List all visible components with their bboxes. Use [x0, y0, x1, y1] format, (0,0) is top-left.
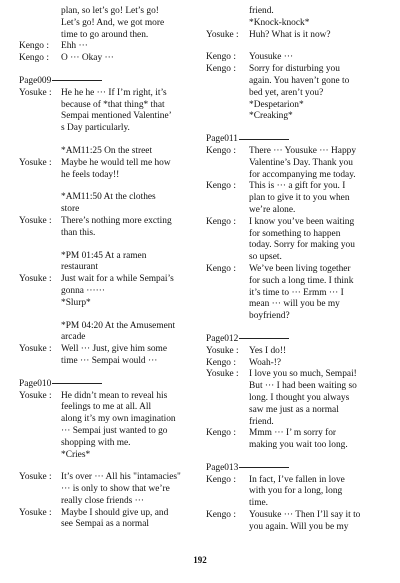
dialogue-line: [206, 181, 386, 193]
dialogue-line: [19, 41, 195, 53]
speaker-label: Yosuke :: [206, 345, 239, 356]
dialogue-line: [19, 344, 195, 356]
dialogue-line: [19, 170, 195, 182]
dialogue-text: shopping with me.: [61, 437, 131, 448]
left-column: [19, 6, 195, 531]
speaker-label: Kengo :: [206, 263, 236, 274]
section-rule: [52, 383, 102, 384]
dialogue-line: [19, 274, 195, 286]
dialogue-line: [206, 193, 386, 205]
dialogue-line: [206, 217, 386, 229]
dialogue-line: [206, 346, 386, 358]
section-rule: [239, 338, 289, 339]
dialogue-text: *Despetarion*: [249, 99, 304, 110]
dialogue-line: [206, 276, 386, 288]
dialogue-line: [19, 402, 195, 414]
dialogue-text: gonna ······: [61, 285, 105, 296]
dialogue-line: [206, 311, 386, 323]
dialogue-line: [206, 440, 386, 452]
dialogue-text: Huh? What is it now?: [249, 29, 331, 40]
dialogue-text: *Knock-knock*: [249, 17, 310, 28]
dialogue-line: [206, 381, 386, 393]
dialogue-text: saw me just as a normal: [249, 404, 339, 415]
dialogue-text: mean ··· will you be my: [249, 299, 340, 310]
dialogue-text: *Cries*: [61, 449, 91, 460]
dialogue-line: [206, 288, 386, 300]
dialogue-line: [206, 486, 386, 498]
dialogue-text: friend.: [249, 416, 274, 427]
dialogue-text: There’s nothing more excting: [61, 215, 172, 226]
dialogue-text: time ··· Sempai would ···: [61, 355, 158, 366]
dialogue-line: [206, 358, 386, 370]
dialogue-line: [19, 228, 195, 240]
section-label: Page010: [19, 378, 52, 389]
dialogue-text: But ··· I had been waiting so: [249, 381, 357, 392]
dialogue-text: it’s time to ··· Ermm ··· I: [249, 287, 344, 298]
section-rule: [239, 467, 289, 468]
dialogue-line: [206, 146, 386, 158]
dialogue-text: There ··· Yousuke ··· Happy: [249, 145, 357, 156]
dialogue-line: [206, 299, 386, 311]
dialogue-line: [206, 229, 386, 241]
dialogue-text: Just wait for a while Sempai’s: [61, 274, 174, 285]
dialogue-text: see Sempai as a normal: [61, 519, 149, 530]
dialogue-text: He he he ··· If I’m right, it’s: [61, 87, 167, 98]
dialogue-line: [19, 262, 195, 274]
dialogue-text: Maybe he would tell me how: [61, 157, 171, 168]
dialogue-text: In fact, I’ve fallen in love: [249, 474, 345, 485]
dialogue-text: again. You haven’t gone to: [249, 75, 350, 86]
section-label: Page011: [206, 134, 238, 145]
page-section-heading: [206, 463, 386, 475]
dialogue-line: [206, 264, 386, 276]
dialogue-line: [19, 484, 195, 496]
dialogue-text: restaurant: [61, 262, 98, 273]
speaker-label: Yosuke :: [206, 29, 239, 40]
dialogue-text: bed yet, aren’t you?: [249, 87, 324, 98]
dialogue-line: [19, 438, 195, 450]
dialogue-line: [206, 522, 386, 534]
dialogue-text: O ··· Okay ···: [61, 53, 114, 64]
dialogue-line: [19, 286, 195, 298]
speaker-label: Yosuke :: [19, 507, 52, 518]
dialogue-text: Mmm ··· I’ m sorry for: [249, 428, 337, 439]
dialogue-text: Sempai mentioned Valentine’: [61, 111, 172, 122]
dialogue-line: [19, 192, 195, 204]
speaker-label: Kengo :: [206, 216, 236, 227]
dialogue-text: I love you so much, Sempai!: [249, 369, 357, 380]
dialogue-line: [19, 508, 195, 520]
dialogue-line: [19, 123, 195, 135]
dialogue-line: [19, 356, 195, 368]
dialogue-line: [206, 88, 386, 100]
dialogue-line: [206, 240, 386, 252]
dialogue-text: Yousuke ···: [249, 52, 294, 63]
speaker-label: Yosuke :: [19, 344, 52, 355]
dialogue-line: [19, 18, 195, 30]
page-section-heading: [19, 379, 195, 391]
dialogue-text: I know you’ve been waiting: [249, 216, 355, 227]
dialogue-line: [206, 111, 386, 123]
dialogue-text: feelings to me at all. All: [61, 402, 152, 413]
dialogue-line: [206, 428, 386, 440]
dialogue-text: *PM 01:45 At a ramen: [61, 250, 147, 261]
dialogue-text: because of *that thing* that: [61, 99, 165, 110]
dialogue-text: *Creaking*: [249, 111, 293, 122]
paragraph-gap: [206, 123, 386, 134]
dialogue-text: for something to happen: [249, 228, 341, 239]
dialogue-line: [19, 414, 195, 426]
dialogue-line: [19, 450, 195, 462]
dialogue-line: [19, 519, 195, 531]
section-label: Page009: [19, 75, 52, 86]
right-column: [206, 6, 386, 534]
dialogue-line: [206, 100, 386, 112]
dialogue-line: [19, 158, 195, 170]
dialogue-text: time.: [249, 498, 269, 509]
dialogue-text: he feels today!!: [61, 169, 120, 180]
dialogue-line: [19, 332, 195, 344]
section-label: Page012: [206, 333, 239, 344]
speaker-label: Yosuke :: [206, 369, 239, 380]
dialogue-line: [206, 30, 386, 42]
dialogue-text: with you for a long, long: [249, 486, 343, 497]
dialogue-line: [19, 111, 195, 123]
paragraph-gap: [19, 461, 195, 472]
dialogue-text: ··· is only to show that we’re: [61, 484, 170, 495]
page-number: 192: [193, 555, 207, 565]
dialogue-text: Sorry for disturbing you: [249, 64, 340, 75]
speaker-label: Kengo :: [206, 52, 236, 63]
dialogue-line: [19, 391, 195, 403]
dialogue-line: [206, 170, 386, 182]
page-section-heading: [19, 76, 195, 88]
dialogue-text: He didn’t mean to reveal his: [61, 390, 168, 401]
dialogue-line: [206, 18, 386, 30]
dialogue-text: Well ··· Just, give him some: [61, 344, 167, 355]
dialogue-line: [19, 100, 195, 112]
dialogue-line: [206, 252, 386, 264]
dialogue-line: [19, 298, 195, 310]
paragraph-gap: [19, 181, 195, 192]
dialogue-text: It’s over ··· All his "intamacies": [61, 472, 181, 483]
speaker-label: Yosuke :: [19, 274, 52, 285]
dialogue-text: This is ··· a gift for you. I: [249, 181, 346, 192]
dialogue-line: [206, 6, 386, 18]
dialogue-text: Valentine’s Day. Thank you: [249, 157, 353, 168]
dialogue-text: *Slurp*: [61, 297, 91, 308]
dialogue-text: Woah-!?: [249, 357, 282, 368]
dialogue-text: plan to give it to you when: [249, 193, 350, 204]
dialogue-text: long. I thought you always: [249, 392, 350, 403]
dialogue-line: [206, 205, 386, 217]
speaker-label: Kengo :: [206, 145, 236, 156]
dialogue-text: Maybe I should give up, and: [61, 507, 169, 518]
dialogue-line: [206, 417, 386, 429]
dialogue-line: [19, 321, 195, 333]
paragraph-gap: [206, 41, 386, 52]
paragraph-gap: [19, 65, 195, 76]
dialogue-line: [19, 251, 195, 263]
speaker-label: Yosuke :: [19, 390, 52, 401]
section-rule: [52, 80, 102, 81]
dialogue-line: [19, 30, 195, 42]
speaker-label: Yosuke :: [19, 87, 52, 98]
dialogue-line: [206, 405, 386, 417]
dialogue-text: along it’s my own imagination: [61, 414, 176, 425]
dialogue-text: arcade: [61, 332, 86, 343]
speaker-label: Kengo :: [19, 53, 49, 64]
section-label: Page013: [206, 462, 239, 473]
dialogue-text: today. Sorry for making you: [249, 240, 355, 251]
dialogue-text: Yes I do!!: [249, 345, 287, 356]
dialogue-line: [206, 475, 386, 487]
dialogue-text: Let’s go! And, we got more: [61, 17, 165, 28]
dialogue-text: ··· Sempai just wanted to go: [61, 425, 168, 436]
dialogue-text: time to go around then.: [61, 29, 149, 40]
dialogue-line: [19, 6, 195, 18]
paragraph-gap: [19, 368, 195, 379]
speaker-label: Kengo :: [206, 357, 236, 368]
dialogue-text: plan, so let’s go! Let’s go!: [61, 6, 159, 16]
dialogue-line: [19, 53, 195, 65]
dialogue-line: [206, 393, 386, 405]
dialogue-text: than this.: [61, 227, 96, 238]
dialogue-line: [206, 158, 386, 170]
dialogue-text: Yousuke ··· Then I’ll say it to: [249, 510, 361, 521]
dialogue-line: [206, 498, 386, 510]
dialogue-line: [19, 88, 195, 100]
dialogue-text: we’re alone.: [249, 204, 296, 215]
speaker-label: Kengo :: [206, 428, 236, 439]
paragraph-gap: [206, 452, 386, 463]
speaker-label: Yosuke :: [19, 215, 52, 226]
dialogue-line: [19, 472, 195, 484]
dialogue-line: [19, 496, 195, 508]
section-rule: [239, 139, 289, 140]
speaker-label: Yosuke :: [19, 157, 52, 168]
dialogue-text: so upset.: [249, 252, 282, 263]
dialogue-text: *PM 04:20 At the Amusement: [61, 320, 176, 331]
speaker-label: Kengo :: [206, 64, 236, 75]
dialogue-text: making you wait too long.: [249, 440, 348, 451]
dialogue-line: [19, 216, 195, 228]
speaker-label: Kengo :: [206, 474, 236, 485]
speaker-label: Kengo :: [206, 181, 236, 192]
dialogue-text: store: [61, 204, 80, 215]
dialogue-text: Ehh ···: [61, 41, 88, 52]
paragraph-gap: [19, 240, 195, 251]
dialogue-text: you again. Will you be my: [249, 521, 349, 532]
page-section-heading: [206, 334, 386, 346]
dialogue-text: We’ve been living together: [249, 263, 351, 274]
dialogue-text: really close friends ···: [61, 495, 145, 506]
dialogue-text: boyfriend?: [249, 311, 290, 322]
dialogue-text: *AM11:50 At the clothes: [61, 192, 156, 203]
dialogue-line: [206, 76, 386, 88]
dialogue-text: for accompanying me today.: [249, 169, 356, 180]
dialogue-line: [19, 146, 195, 158]
dialogue-line: [206, 369, 386, 381]
speaker-label: Yosuke :: [19, 472, 52, 483]
paragraph-gap: [206, 323, 386, 334]
speaker-label: Kengo :: [206, 510, 236, 521]
dialogue-line: [19, 204, 195, 216]
dialogue-text: for such a long time. I think: [249, 275, 354, 286]
dialogue-line: [206, 64, 386, 76]
dialogue-line: [206, 510, 386, 522]
paragraph-gap: [19, 310, 195, 321]
dialogue-text: *AM11:25 On the street: [61, 145, 153, 156]
paragraph-gap: [19, 135, 195, 146]
speaker-label: Kengo :: [19, 41, 49, 52]
dialogue-line: [206, 52, 386, 64]
dialogue-text: friend.: [249, 6, 274, 16]
dialogue-text: s Day particularly.: [61, 123, 130, 134]
page-section-heading: [206, 134, 386, 146]
dialogue-line: [19, 426, 195, 438]
